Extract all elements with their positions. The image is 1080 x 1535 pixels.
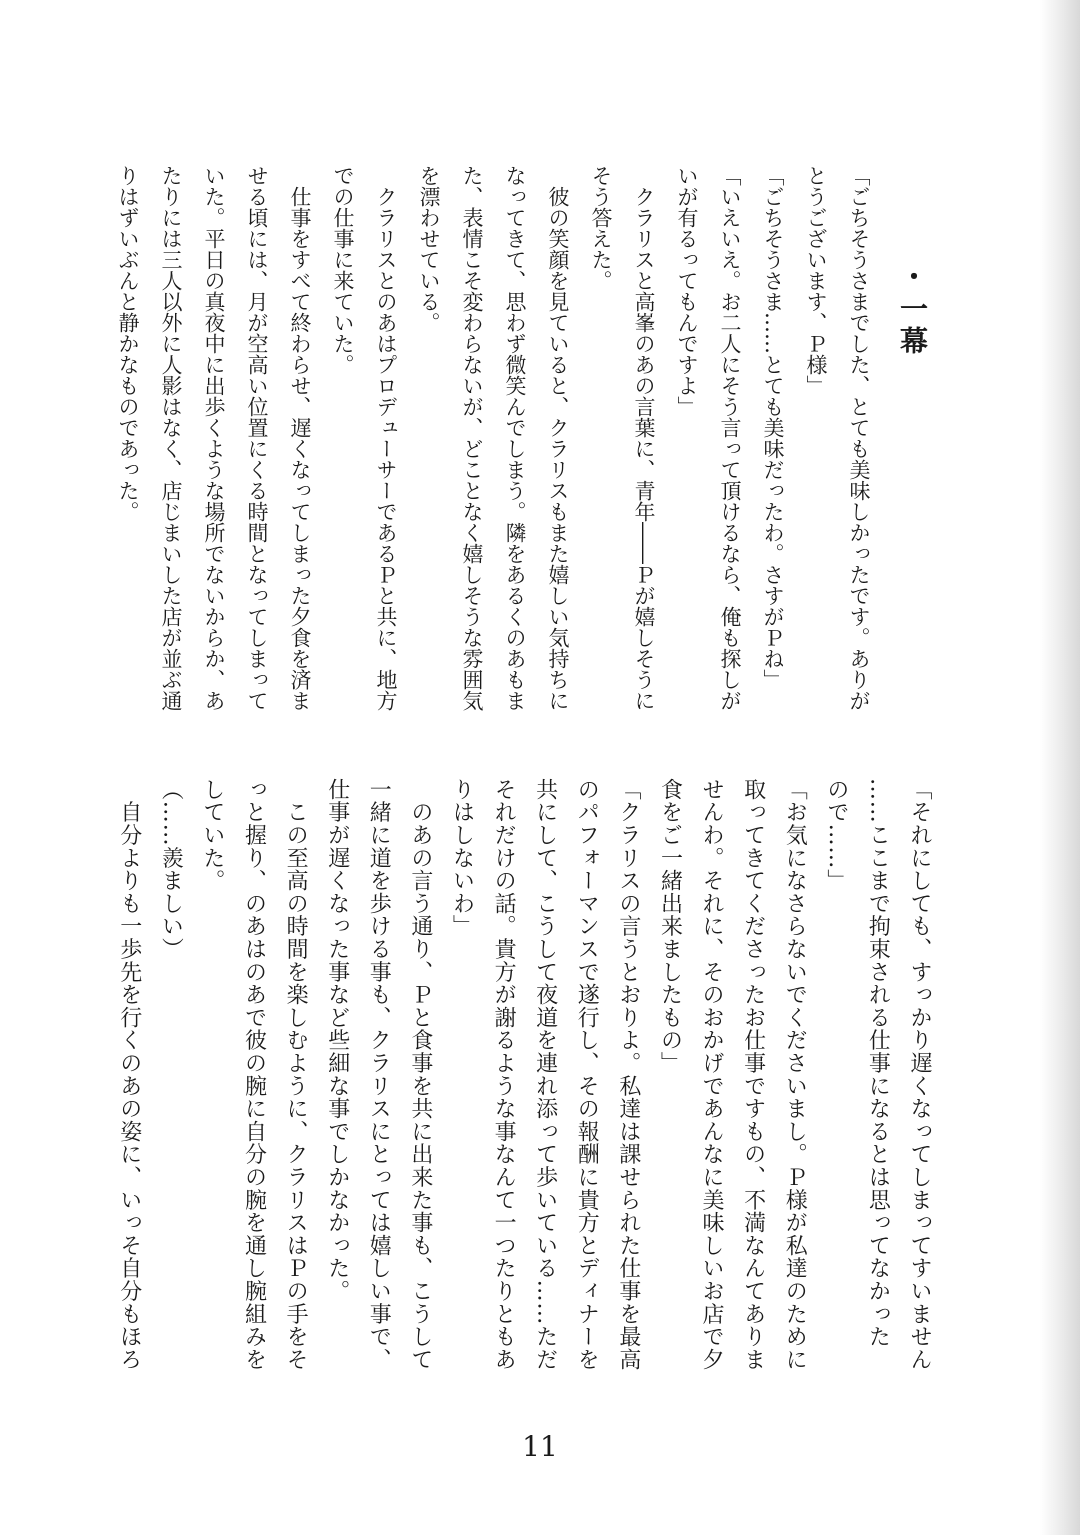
text-line: 「それにしても、すっかり遅くなってしまってすいません	[907, 778, 932, 1371]
chapter-title: ・一幕	[896, 262, 929, 358]
text-line: 仕事が遅くなった事など些細な事でしかなかった。	[324, 778, 350, 1303]
text-line: とうございます、Ｐ様」	[804, 165, 828, 396]
text-line: せる頃には、月が空高い位置にくる時間となってしまって	[245, 165, 269, 711]
text-line: それだけの話。貴方が謝るような事なんて一つたりともあ	[491, 778, 517, 1371]
text-line: っと握り、のあはのあで彼の腕に自分の腕を通し腕組みを	[241, 778, 267, 1371]
text-line: 彼の笑顔を見ていると、クラリスもまた嬉しい気持ちに	[546, 165, 570, 711]
text-line: していた。	[199, 778, 225, 892]
lower-text-block	[108, 778, 940, 1388]
text-line: 「お気になさらないでくださいまし。Ｐ様が私達のために	[782, 778, 808, 1371]
text-line: クラリスと高峯のあの言葉に、青年――Ｐが嬉しそうに	[632, 165, 656, 711]
text-line: （……羨ましい）	[158, 778, 184, 961]
text-line: 一緒に道を歩ける事も、クラリスにとっては嬉しい事で、	[366, 778, 392, 1371]
text-line: 仕事をすべて終わらせ、遅くなってしまった夕食を済ま	[288, 165, 312, 711]
text-line: クラリスとのあはプロデューサーであるＰと共に、地方	[374, 165, 398, 711]
page-edge-shadow	[1040, 0, 1080, 1535]
text-line: たりには三人以外に人影はなく、店じまいした店が並ぶ通	[159, 165, 183, 711]
text-line: いた。平日の真夜中に出歩くような場所でないからか、あ	[202, 165, 226, 711]
text-line: のパフォーマンスで遂行し、その報酬に貴方とディナーを	[574, 778, 600, 1371]
text-line: りはずいぶんと静かなものであった。	[116, 165, 140, 522]
text-line: た、表情こそ変わらないが、どことなく嬉しそうな雰囲気	[460, 165, 484, 711]
text-line: なってきて、思わず微笑んでしまう。隣をあるくのあもま	[503, 165, 527, 711]
text-line: そう答えた。	[589, 165, 613, 291]
text-line: 共にして、こうして夜道を連れ添って歩いている……ただ	[532, 778, 558, 1371]
text-line: 自分よりも一歩先を行くのあの姿に、いっそ自分もほろ	[116, 778, 142, 1371]
text-line: を漂わせている。	[417, 165, 441, 333]
page-number: 11	[522, 1430, 558, 1463]
text-line: 「いえいえ。お二人にそう言って頂けるなら、俺も探しが	[718, 165, 742, 711]
upper-text-block	[106, 165, 880, 725]
text-line: 「クラリスの言うとおりよ。私達は課せられた仕事を最高	[615, 778, 641, 1371]
text-line: 食をご一緒出来ましたもの」	[657, 778, 683, 1075]
text-line: りはしないわ」	[449, 778, 475, 938]
text-line: 「ごちそうさまでした、とても美味しかったです。ありが	[847, 165, 871, 711]
text-line: 取ってきてくださったお仕事ですもの、不満なんてありま	[740, 778, 766, 1371]
text-line: ……ここまで拘束される仕事になるとは思ってなかった	[865, 778, 891, 1348]
text-line: ので……」	[823, 778, 849, 892]
text-line: いが有るってもんですよ」	[675, 165, 699, 417]
text-line: 「ごちそうさま……とても美味だったわ。さすがＰね」	[761, 165, 785, 690]
text-line: での仕事に来ていた。	[331, 165, 355, 375]
text-line: せんわ。それに、そのおかげであんなに美味しいお店で夕	[699, 778, 725, 1371]
text-line: この至高の時間を楽しむように、クラリスはＰの手をそ	[283, 778, 309, 1371]
text-line: のあの言う通り、Ｐと食事を共に出来た事も、こうして	[407, 778, 433, 1371]
